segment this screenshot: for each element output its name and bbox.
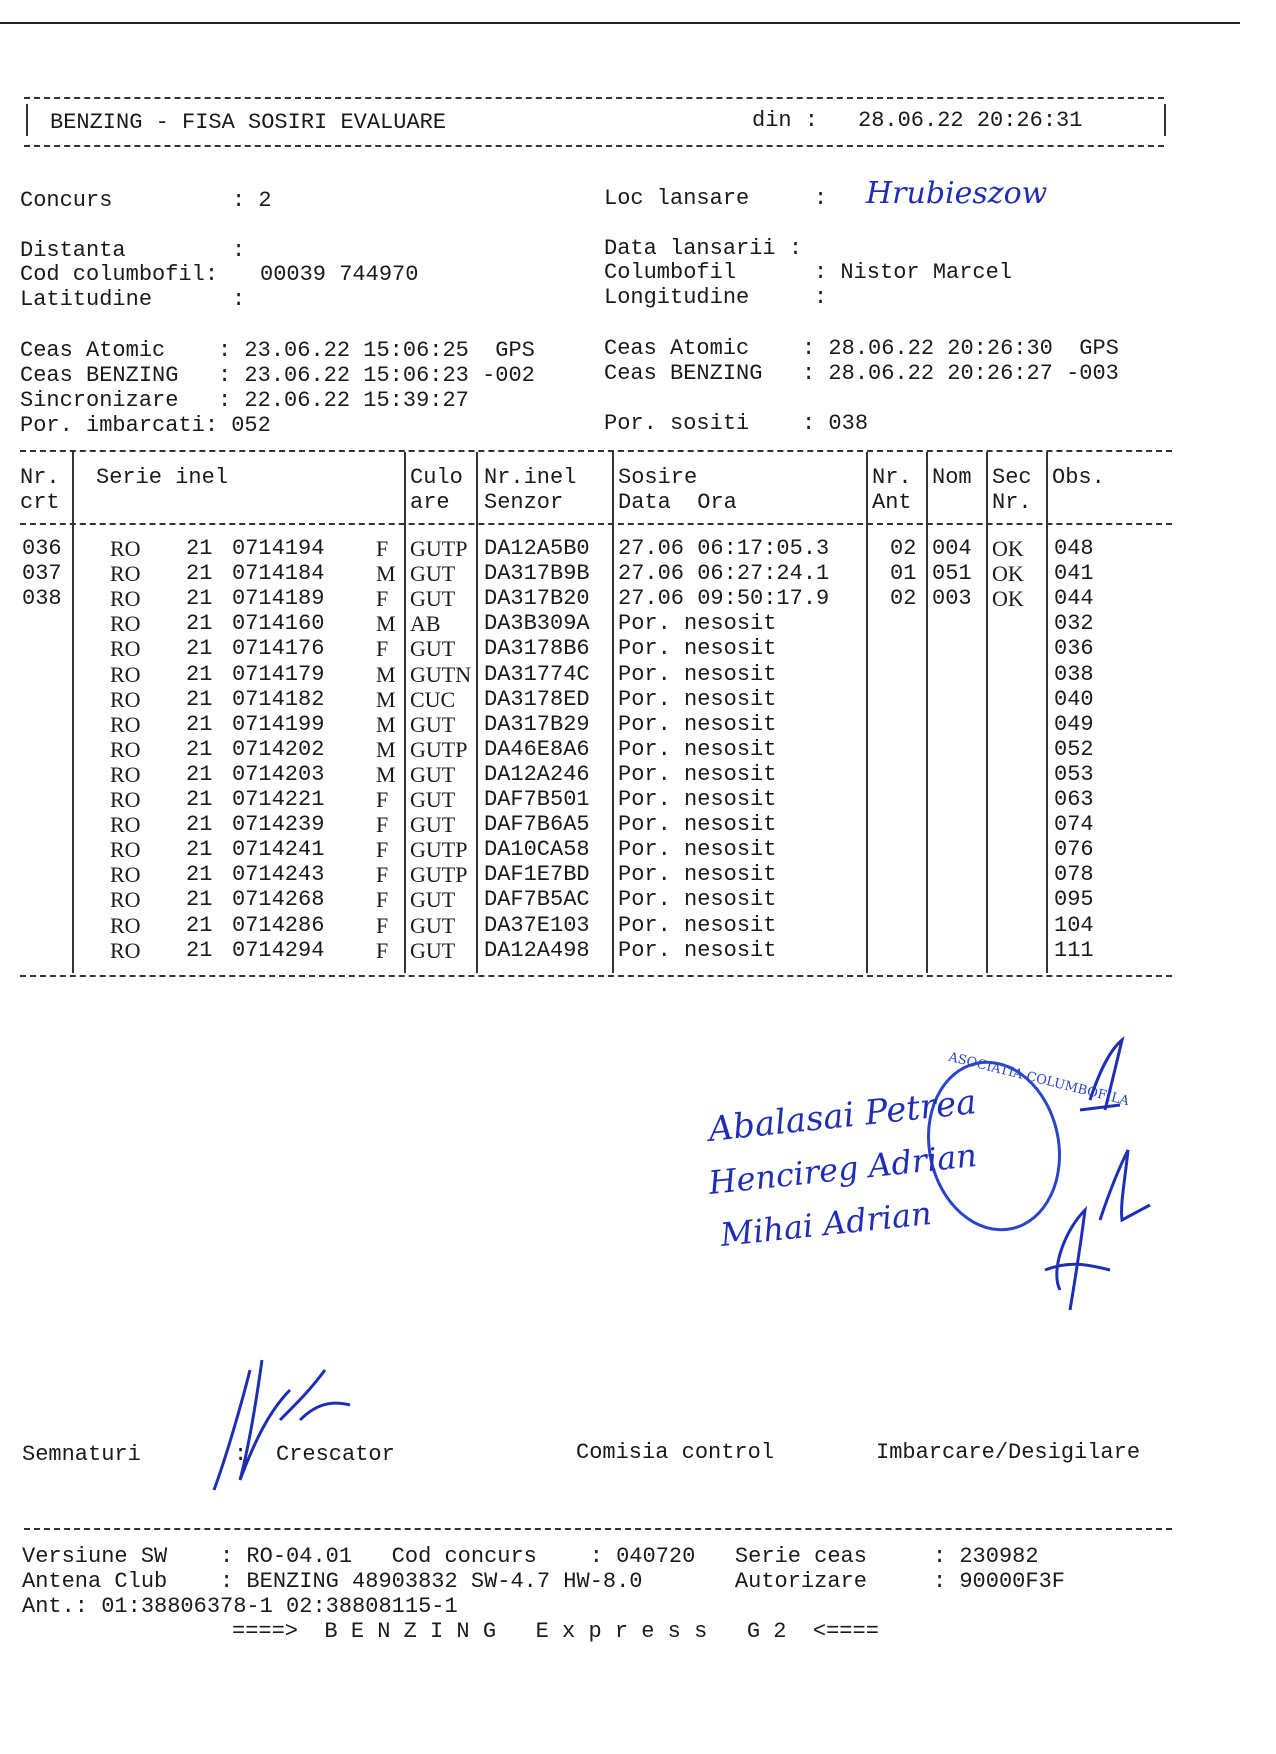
th-crt: crt [20,490,60,515]
table-row [0,687,1200,712]
comisia-control-label: Comisia control [576,1440,775,1465]
table-row [0,737,1200,762]
cell-cc: RO [110,611,141,637]
table-row [0,536,1200,561]
cell-obs: 104 [1054,912,1094,938]
cell-ring: 0714184 [232,561,325,587]
cell-ring: 0714160 [232,611,325,637]
data-lansarii-label: Data lansarii : [604,236,803,261]
cell-sex: M [376,611,396,637]
cell-color: AB [410,611,441,637]
cell-ring: 0714176 [232,636,325,662]
cell-yy: 21 [186,736,213,762]
cell-sex: F [376,536,389,561]
cell-obs: 032 [1054,611,1094,637]
cell-obs: 038 [1054,661,1094,687]
cell-cc: RO [110,812,141,838]
cell-arrival: Por. nesosit [618,912,777,938]
table-row [0,586,1200,611]
cell-arrival: 27.06 06:27:24.1 [618,561,830,587]
cell-nom: 051 [932,561,972,587]
table-row [0,762,1200,787]
cell-sex: F [376,787,389,812]
cell-yy: 21 [186,661,213,687]
footer-line-1: Versiune SW : RO-04.01 Cod concurs : 040720 Serie ceas : 230982 [22,1544,1039,1569]
cell-color: GUT [410,912,456,938]
cell-color: GUT [410,761,456,787]
longitudine-value: : [814,285,828,310]
cell-color: GUT [410,586,456,612]
th-ant: Ant [872,490,912,515]
cell-sensor: DA3178ED [484,686,590,712]
scribble-signatures [1040,1030,1170,1320]
cell-color: GUT [410,787,456,812]
cell-yy: 21 [186,837,213,863]
cell-color: GUTP [410,837,468,863]
cell-color: GUT [410,937,456,963]
cell-cc: RO [110,887,141,913]
cell-yy: 21 [186,761,213,787]
cell-arrival: 27.06 09:50:17.9 [618,586,830,612]
cell-ring: 0714241 [232,837,325,863]
cell-sensor: DA37E103 [484,912,590,938]
cell-arrival: Por. nesosit [618,862,777,888]
cell-sensor: DA12A498 [484,937,590,963]
cell-crt: 037 [22,561,62,587]
cell-arrival: Por. nesosit [618,887,777,913]
cell-yy: 21 [186,812,213,838]
cell-sex: F [376,887,389,913]
cell-nom: 003 [932,586,972,612]
cell-sec: OK [992,586,1024,612]
cell-color: GUT [410,636,456,662]
cell-obs: 052 [1054,736,1094,762]
cell-color: GUT [410,812,456,838]
crescator-label: Crescator [276,1442,395,1467]
columbofil-label: Columbofil [604,260,737,285]
cell-sex: M [376,686,396,712]
distanta-value: : [232,238,246,263]
table-row [0,887,1200,912]
cell-obs: 044 [1054,586,1094,612]
cell-ring: 0714194 [232,536,325,561]
cell-sex: F [376,812,389,838]
th-senzor: Senzor [484,490,564,515]
cell-arrival: Por. nesosit [618,787,777,812]
cell-obs: 036 [1054,636,1094,662]
cell-cc: RO [110,536,141,561]
cell-color: GUT [410,887,456,913]
por-sositi: Por. sositi : 038 [604,411,869,436]
cell-ant: 01 [890,561,917,587]
footer-brand-line: ====> B E N Z I N G E x p r e s s G 2 <==== [232,1619,879,1644]
table-row [0,636,1200,661]
th-nr-inel: Nr.inel [484,465,577,490]
cell-ring: 0714202 [232,736,325,762]
cell-arrival: Por. nesosit [618,837,777,863]
cell-color: GUT [410,561,456,587]
th-sosire: Sosire [618,465,698,490]
cell-sensor: DA10CA58 [484,837,590,863]
cell-ant: 02 [890,536,917,561]
cell-sex: M [376,561,396,587]
cell-obs: 040 [1054,686,1094,712]
ceas-atomic-start: Ceas Atomic : 23.06.22 15:06:25 GPS [20,338,535,363]
cell-ring: 0714294 [232,937,325,963]
cell-color: GUTP [410,862,468,888]
cell-yy: 21 [186,586,213,612]
cell-sec: OK [992,561,1024,587]
cell-arrival: Por. nesosit [618,686,777,712]
cell-cc: RO [110,661,141,687]
cell-ring: 0714221 [232,787,325,812]
cell-arrival: Por. nesosit [618,636,777,662]
cell-arrival: 27.06 06:17:05.3 [618,536,830,561]
table-row [0,712,1200,737]
cell-ring: 0714243 [232,862,325,888]
cell-ring: 0714239 [232,812,325,838]
cell-yy: 21 [186,787,213,812]
cell-crt: 036 [22,536,62,561]
stamp-text: ASOCIATIA COLUMBOFILA [946,1049,1131,1110]
cell-ring: 0714199 [232,711,325,737]
header-border-right [1164,104,1166,136]
ceas-atomic-end: Ceas Atomic : 28.06.22 20:26:30 GPS [604,336,1119,361]
cell-yy: 21 [186,862,213,888]
cell-obs: 053 [1054,761,1094,787]
cell-ring: 0714179 [232,661,325,687]
th-sec: Sec [992,465,1032,490]
cell-arrival: Por. nesosit [618,761,777,787]
table-row [0,837,1200,862]
cell-sex: M [376,736,396,762]
cell-obs: 095 [1054,887,1094,913]
cod-columbofil-value: 00039 744970 [260,262,419,287]
cell-arrival: Por. nesosit [618,661,777,687]
cell-sex: F [376,837,389,863]
latitudine-label: Latitudine [20,287,153,312]
loc-lansare-handwritten: Hrubieszow [866,176,1048,211]
cell-arrival: Por. nesosit [618,711,777,737]
cell-cc: RO [110,586,141,612]
ceas-benzing-end: Ceas BENZING : 28.06.22 20:26:27 -003 [604,361,1119,386]
latitudine-value: : [232,287,246,312]
cell-obs: 048 [1054,536,1094,561]
semnaturi-colon: : [234,1442,248,1467]
cell-sec: OK [992,536,1024,561]
cell-obs: 049 [1054,711,1094,737]
cell-color: GUT [410,711,456,737]
cell-obs: 074 [1054,812,1094,838]
cell-ring: 0714203 [232,761,325,787]
cell-ring: 0714189 [232,586,325,612]
concurs-value: : 2 [232,188,272,213]
table-row [0,787,1200,812]
cell-sensor: DA317B20 [484,586,590,612]
cell-yy: 21 [186,561,213,587]
cell-sensor: DA317B29 [484,711,590,737]
loc-lansare-colon: : [814,186,828,211]
cell-cc: RO [110,761,141,787]
table-row [0,611,1200,636]
cell-obs: 063 [1054,787,1094,812]
cell-sensor: DA46E8A6 [484,736,590,762]
cell-sensor: DA3B309A [484,611,590,637]
commission-signature-2: Hencireg Adrian [706,1136,979,1202]
cell-obs: 041 [1054,561,1094,587]
cell-color: CUC [410,686,456,712]
th-are: are [410,490,450,515]
cell-cc: RO [110,862,141,888]
cell-sex: M [376,711,396,737]
th-data-ora: Data Ora [618,490,737,515]
imbarcare-desigilare-label: Imbarcare/Desigilare [876,1440,1141,1465]
table-row [0,938,1200,963]
cell-sex: F [376,636,389,662]
cell-ring: 0714286 [232,912,325,938]
th-obs: Obs. [1052,465,1105,490]
footer-line-2: Antena Club : BENZING 48903832 SW-4.7 HW-8.0 Autorizare : 90000F3F [22,1569,1065,1594]
cell-yy: 21 [186,912,213,938]
por-imbarcati: Por. imbarcati: 052 [20,413,271,438]
table-header-rule [20,523,1172,525]
th-nr-ant: Nr. [872,465,912,490]
header-border-bottom [24,145,1164,147]
cell-sensor: DAF7B501 [484,787,590,812]
cell-cc: RO [110,711,141,737]
cell-sex: F [376,862,389,888]
th-nr: Nr. [20,465,60,490]
cell-yy: 21 [186,711,213,737]
cell-sensor: DA3178B6 [484,636,590,662]
cell-color: GUTP [410,536,468,561]
cell-sex: F [376,912,389,938]
cell-ring: 0714182 [232,686,325,712]
cell-sensor: DAF1E7BD [484,862,590,888]
cell-sex: F [376,937,389,963]
th-culo: Culo [410,465,463,490]
cell-sensor: DAF7B5AC [484,887,590,913]
concurs-label: Concurs [20,188,113,213]
cell-arrival: Por. nesosit [618,736,777,762]
cell-yy: 21 [186,887,213,913]
loc-lansare-label: Loc lansare [604,186,750,211]
header-border-top [24,97,1164,99]
cell-ant: 02 [890,586,917,612]
cell-yy: 21 [186,611,213,637]
table-top-rule [20,450,1172,452]
cell-cc: RO [110,787,141,812]
footer-line-3: Ant.: 01:38806378-1 02:38808115-1 [22,1594,458,1619]
din-value: 28.06.22 20:26:31 [858,108,1083,133]
cell-arrival: Por. nesosit [618,937,777,963]
cell-obs: 076 [1054,837,1094,863]
table-row [0,913,1200,938]
table-row [0,862,1200,887]
cell-sex: F [376,586,389,612]
cell-cc: RO [110,937,141,963]
cell-sex: M [376,761,396,787]
cell-sensor: DA12A5B0 [484,536,590,561]
th-sec-nr: Nr. [992,490,1032,515]
cell-arrival: Por. nesosit [618,611,777,637]
longitudine-label: Longitudine [604,285,750,310]
cell-nom: 004 [932,536,972,561]
semnaturi-label: Semnaturi [22,1442,141,1467]
footer-rule [24,1528,1172,1530]
cell-obs: 078 [1054,862,1094,888]
form-title: BENZING - FISA SOSIRI EVALUARE [50,110,447,135]
cell-yy: 21 [186,937,213,963]
th-serie-inel: Serie inel [96,465,229,490]
sincronizare: Sincronizare : 22.06.22 15:39:27 [20,388,469,413]
cod-columbofil-label: Cod columbofil: [20,262,219,287]
cell-cc: RO [110,912,141,938]
table-row [0,812,1200,837]
page-top-edge [0,22,1240,24]
din-label: din : [752,108,819,133]
table-row [0,662,1200,687]
cell-cc: RO [110,636,141,662]
cell-sex: M [376,661,396,687]
cell-cc: RO [110,686,141,712]
cell-arrival: Por. nesosit [618,812,777,838]
table-row [0,561,1200,586]
cell-obs: 111 [1054,937,1094,963]
commission-signature-3: Mihai Adrian [718,1194,934,1254]
cell-cc: RO [110,561,141,587]
cell-yy: 21 [186,536,213,561]
cell-crt: 038 [22,586,62,612]
cell-yy: 21 [186,636,213,662]
cell-sensor: DA31774C [484,661,590,687]
cell-cc: RO [110,837,141,863]
commission-signature-1: Abalasai Petrea [706,1082,979,1150]
th-nom: Nom [932,465,972,490]
cell-color: GUTP [410,736,468,762]
header-border-left [26,104,28,136]
cell-ring: 0714268 [232,887,325,913]
cell-sensor: DA317B9B [484,561,590,587]
columbofil-value: : Nistor Marcel [814,260,1013,285]
cell-sensor: DAF7B6A5 [484,812,590,838]
table-bottom-rule [20,975,1172,977]
cell-sensor: DA12A246 [484,761,590,787]
crescator-signature [200,1350,380,1500]
cell-color: GUTN [410,661,472,687]
ceas-benzing-start: Ceas BENZING : 23.06.22 15:06:23 -002 [20,363,535,388]
distanta-label: Distanta [20,238,126,263]
cell-yy: 21 [186,686,213,712]
cell-cc: RO [110,736,141,762]
